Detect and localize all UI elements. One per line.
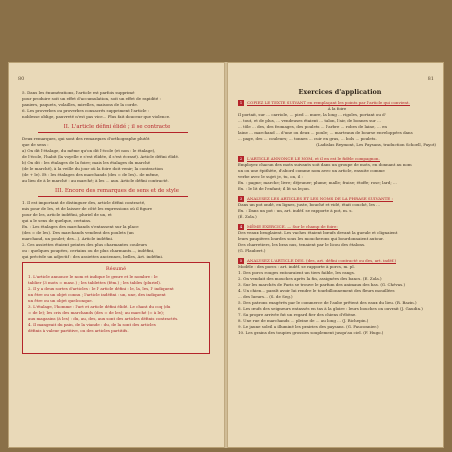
section-line: que de sens : <box>22 142 49 147</box>
exercise-2 <box>238 156 436 192</box>
section-line: Ex. : Les étalages des marchands s'entassent sur la place <box>22 224 139 229</box>
exercise-instruction: ANALYSEZ L'ARTICLE DES. (des, art. défini contracté ou des, art. indéf.) <box>247 258 397 263</box>
section-line: b) On dit : les étalages de la foire; mais les étalages du marché <box>22 160 151 165</box>
exercise-line: Des veaux beuglaient. Les vaches étaient bœufs devant la gueule et clignaient <box>238 230 398 235</box>
left-page <box>8 62 224 448</box>
intro-line: 5. Dans les énumérations, l'article est parfois supprimé <box>22 90 135 95</box>
exercise-number: 3 <box>239 196 243 201</box>
exercise-instruction: ANALYSEZ LES ARTICLES ET LES NOMS DE LA PHRASE SUIVANTE : <box>247 196 393 201</box>
section-line: au lieu de à le marché : au marché; à les ... aux. Article défini contracté. <box>22 178 169 183</box>
section-line: a) On dit l'étalage, du même qu'on dit l'école (et non : le étalage), <box>22 148 156 153</box>
section-2-body <box>22 136 212 184</box>
page-number-right: 81 <box>427 76 434 82</box>
section-line: ou : quelques poupées, certains ou de plus charmants..., indéfini, <box>22 248 155 253</box>
resume-line: = de le); les cris des marchands (des = de les); au marché (= à le); <box>28 310 165 315</box>
section-3-title: III. Encore des remarques de sens et de style <box>55 188 179 194</box>
intro-line: pour produire soit un effet d'accumulation, soit un effet de rapidité : <box>22 96 161 101</box>
exercise-line: Modèle : des porcs : art. indéf. se rapporte à porcs, m. pl. <box>238 264 355 269</box>
section-line: (de le marché), à la veille du jour où la foire doit venir; la contraction <box>22 166 163 171</box>
section-line: 1. Il est important de distinguer des, article défini contracté, <box>22 200 146 205</box>
section-2-title: II. L'article défini élidé ; il se contracte <box>63 124 171 130</box>
resume-line: tablier (3 mots = masc.) ; les tablettes (fém.) ; les tables (pluriel). <box>28 280 162 285</box>
exercise-line: 1. Des porcs rouges entouraient un tiers faible, les rangs. <box>238 270 356 275</box>
section-rule <box>38 196 188 197</box>
exercise-subtitle: À la foire <box>327 106 347 111</box>
intro-line: noblesse oblige, pauvreté n'est pas vice... Plus fait douceur que violence. <box>22 114 171 119</box>
resume-line: 3. L'étalage, l'homme : l'art et article défini élidé. Le chant du coq (du <box>28 304 171 309</box>
exercise-instruction: L'ARTICLE ANNONCE LE NOM, et il en est le fidèle compagnon. <box>247 156 380 161</box>
exercise-line: 5. Des patrons exagérés par le commerce de l'aube prêtent des eaux du lieu. (R. Bazin.) <box>238 300 417 305</box>
exercise-line: Ex. : Dans un pot : un, art. indéf. se rapporte à pot, m. s. <box>238 208 353 213</box>
resume-line: 1. L'article annonce le nom et indique le genre et le nombre : le <box>28 274 158 279</box>
exercise-line: 8. Une rue de marchands ... pleine de ... au long ... (J. Richepin.) <box>238 318 369 323</box>
exercise-4 <box>238 224 436 254</box>
exercise-line: laine ... marchand ... d'une ou deux ... poule; ... marteaux de bourse enveloppées dans <box>238 130 413 135</box>
exercise-1 <box>238 100 436 148</box>
exercise-line: ... tôle ... des, des fromages, des poulets ... l'arbre ... robes de laine, ... en <box>238 124 387 129</box>
section-line: marchand, un poulet; des...). Article indéfini. <box>22 236 114 241</box>
exercise-3 <box>238 196 436 220</box>
resume-line: aux magasins (à les) : du, au, des, aux sont des articles définis contractés. <box>28 316 179 321</box>
resume-line: 2. Il y a deux sortes d'articles : le l' article défini : le, la, les, l' indiquent <box>28 286 174 291</box>
exercise-credit: (Ladislas Reymont, Les Paysans, traduction Schoell, Payot) <box>316 142 436 147</box>
exercise-line: 9. Le jaune soleil a illuminé les prairies des paysans. (G. Fauconnier.) <box>238 324 379 329</box>
exercise-line: 7. Sa propre arrivée fut un regard fier des chiens d'ébène. <box>238 312 357 317</box>
section-3-body <box>22 200 212 260</box>
exercise-number: 2 <box>239 156 243 161</box>
resume-box <box>22 262 210 354</box>
exercise-line: Ex. : le lit de l'enfant; il lit sa leçon. <box>238 186 311 191</box>
exercise-5 <box>238 258 436 336</box>
exercise-instruction: MÊME EXERCICE. — Sur le champ de foire: <box>247 224 338 229</box>
exercise-line: ... des lueurs... (S. de Seg.) <box>238 294 293 299</box>
exercise-number: 4 <box>239 224 243 229</box>
exercise-line: 6. Les œufs des seigneurs entassés en tas à la gloire : leurs bouches on ouvrait (J. Gaudin.) <box>238 306 423 311</box>
exercise-line: leurs paupières lourdes sous les moucherons qui bourdonnaient autour. <box>238 236 384 241</box>
intro-paragraph <box>22 90 212 120</box>
section-line: Deux remarques, qui sont des remarques d'orthographe plutôt <box>22 136 150 141</box>
right-page <box>228 62 444 448</box>
exercise-line: ... tout, et de plus, ... vendeuses étaient ... talon, l'air, de bonnes sur ... <box>238 118 381 123</box>
resume-line: 4. Il mangeait du pain, de la viande : du, de la sont des articles <box>28 322 156 327</box>
exercise-number: 1 <box>239 100 243 105</box>
section-line: pour de les, article indéfini, pluriel de un, et <box>22 212 112 217</box>
section-line: de l'école, l'habit (la voyelle e s'est élidée, il s'est écrasé). Article défini élidé. <box>22 154 180 159</box>
resume-title: Résumé <box>105 266 127 272</box>
exercise-number: 5 <box>239 258 243 263</box>
exercise-line: Des charretiers, les bras nus, tenaient par le licou des étalons. <box>238 242 366 247</box>
section-line: qui a le sens de quelque, certains. <box>22 218 92 223</box>
section-rule <box>38 132 188 133</box>
exercise-line: Il portait, sur ... carriole, ... pied ... mure, la long ... rigoles, portant ou d' <box>238 112 386 117</box>
intro-line: 6. Les proverbes ou proverbes consacrés suppriment l'article : <box>22 108 150 113</box>
section-line: (des = de les). Des marchands vendent des poulets (un <box>22 230 134 235</box>
exercise-line: verbe avec le sujet je, tu, on, il : <box>238 174 303 179</box>
resume-line: un être ou un objet quelconque. <box>28 298 93 303</box>
resume-line: un être ou un objet connu ; l'article indéfini : un, une, des indiquent <box>28 292 166 297</box>
intro-line: paniers, paquets, volailles, mirelles, maisons de la corde. <box>22 102 139 107</box>
section-line: mis pour de les, et de laisser de côté les expressions où il figure <box>22 206 153 211</box>
section-line: qui précède un adjectif : des assiettes anciennes, belles, Art. indéfini. <box>22 254 164 259</box>
exercise-line: un ou une épithète, d'abord comme nom avec un article, ensuite comme <box>238 168 385 173</box>
section-line: (de + le). Et : les étalages des marchands (des = de les).. de même, <box>22 172 160 177</box>
exercise-line: 10. Les grains des toupies grossies souplement jusqu'au ciel. (F. Hugo.) <box>238 330 384 335</box>
section-line: 2. Ces assiettes étaient peintes des plus charmantes couleurs <box>22 242 147 247</box>
exercises-title: Exercices d'application <box>298 88 382 96</box>
book-spread <box>8 62 444 448</box>
exercise-line: ... page, des ... couleurs; ... tonnes ... cuir en gras, ... bols ... poulets. <box>238 136 377 141</box>
exercise-line: Employez chacun des mots suivants soit dans un groupe de mots, en donnant au nom <box>238 162 412 167</box>
exercise-line: (G. Flaubert.) <box>238 248 266 253</box>
exercise-line: (É. Zola.) <box>238 214 257 219</box>
exercise-line: 3. Sur les marchés de Paris se trouve le parfum des animaux des bas. (G. Chévas.) <box>238 282 406 287</box>
exercise-line: 4. Un chien... paraît avoir lui rendre le tourbillonnement des fleurs mouillées <box>238 288 395 293</box>
exercise-line: Dans un pot ondé, en lignes, juste, bouché et vidé, était couché, les ... <box>238 202 380 207</box>
resume-body <box>23 272 209 336</box>
exercise-line: 2. On vendait des mouches après la fin, assignées des bancs. (E. Zola.) <box>238 276 382 281</box>
exercise-line: Ex. : pagne; marche; livre; déjeuner; plume; malle; fraise; étoffe; rose; lard; ... <box>238 180 397 185</box>
exercise-instruction: COPIEZ LE TEXTE SUIVANT en remplaçant les points par l'article qui convient. <box>247 100 410 105</box>
page-number-left: 80 <box>18 76 25 82</box>
resume-line: définis à valeur partitive, ou des articles partitifs. <box>28 328 129 333</box>
